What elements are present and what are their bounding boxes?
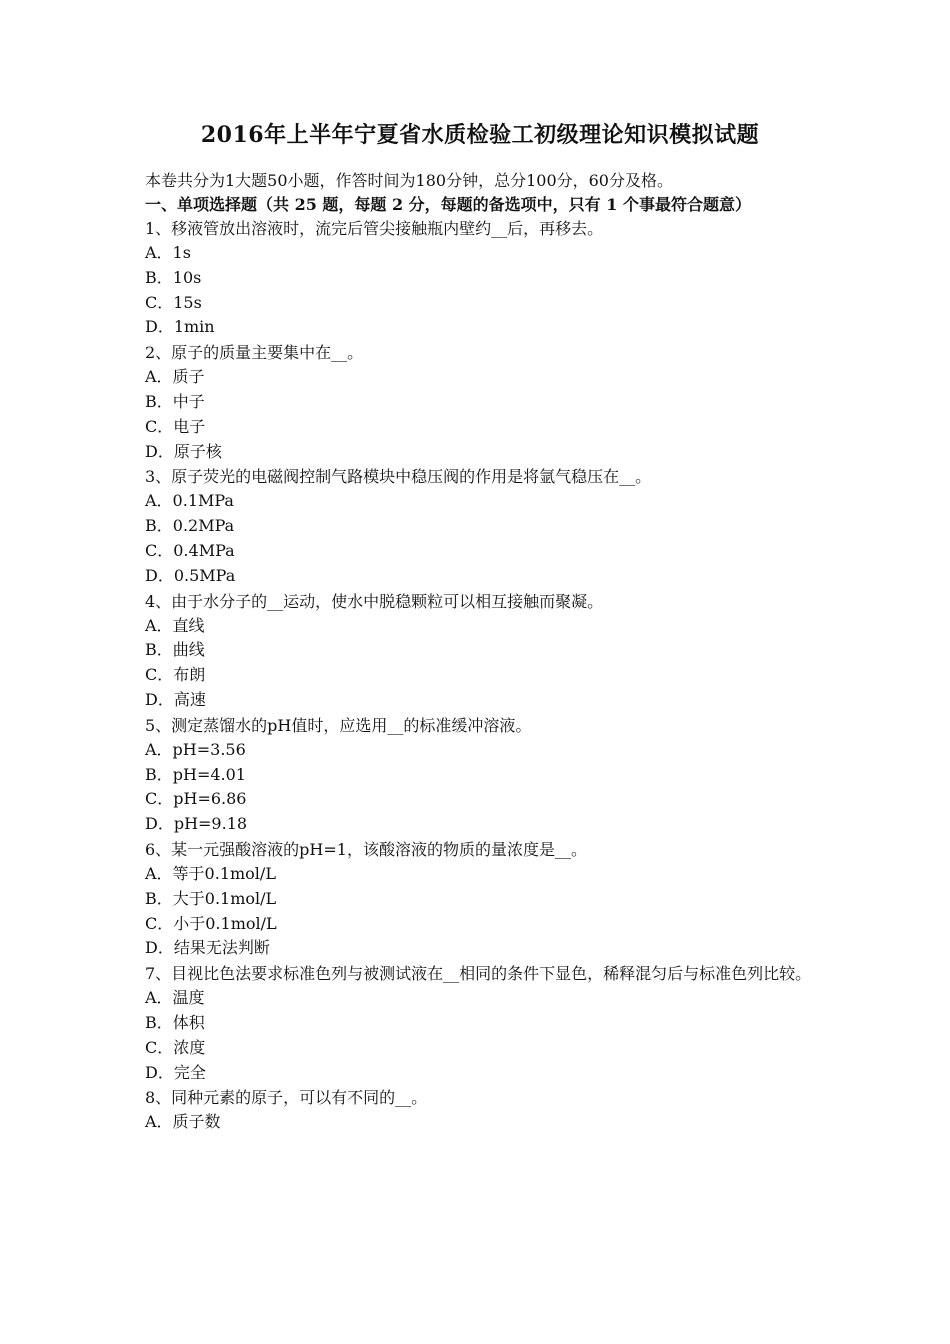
answer-option: C．pH=6.86 — [145, 789, 247, 809]
question-7 — [145, 961, 815, 1085]
answer-option: A．1s — [145, 243, 191, 262]
answer-option: A．等于0.1mol/L — [145, 863, 276, 883]
answer-option: B．体积 — [145, 1012, 205, 1032]
question-stem: 8、同种元素的原子，可以有不同的__。 — [145, 1088, 428, 1108]
answer-option: B．10s — [145, 267, 202, 287]
exam-intro: 本卷共分为1大题50小题，作答时间为180分钟，总分100分，60分及格。 — [145, 171, 673, 190]
answer-option: C．电子 — [145, 416, 206, 436]
question-list — [145, 216, 815, 1135]
answer-option: D．结果无法判断 — [145, 938, 270, 958]
document-title: 2016年上半年宁夏省水质检验工初级理论知识模拟试题 — [200, 122, 760, 148]
question-2 — [145, 340, 815, 464]
question-stem: 3、原子荧光的电磁阀控制气路模块中稳压阀的作用是将氩气稳压在__。 — [145, 467, 652, 487]
question-stem: 7、目视比色法要求标准色列与被测试液在__相同的条件下显色，稀释混匀后与标准色列比较。 — [145, 964, 812, 984]
answer-option: D．高速 — [145, 689, 206, 709]
section-heading: 一、单项选择题（共 25 题，每题 2 分，每题的备选项中，只有 1 个事最符合题意） — [145, 195, 751, 214]
answer-option: B．曲线 — [145, 640, 205, 660]
answer-option: A．pH=3.56 — [145, 739, 246, 759]
answer-option: B．pH=4.01 — [145, 764, 246, 784]
answer-option: C．布朗 — [145, 665, 206, 685]
question-4 — [145, 589, 815, 713]
answer-option: B．大于0.1mol/L — [145, 888, 277, 908]
answer-option: B．0.2MPa — [145, 516, 235, 536]
answer-option: D．1min — [145, 317, 215, 337]
question-stem: 2、原子的质量主要集中在__。 — [145, 343, 364, 363]
answer-option: C．15s — [145, 292, 202, 312]
question-stem: 5、测定蒸馏水的pH值时，应选用__的标准缓冲溶液。 — [145, 715, 532, 735]
question-8 — [145, 1085, 815, 1135]
answer-option: C．0.4MPa — [145, 540, 235, 560]
question-6 — [145, 837, 815, 961]
document-page — [145, 118, 815, 1135]
answer-option: A．温度 — [145, 988, 205, 1008]
answer-option: D．原子核 — [145, 441, 222, 461]
answer-option: D．0.5MPa — [145, 565, 236, 585]
answer-option: B．中子 — [145, 391, 205, 411]
answer-option: C．小于0.1mol/L — [145, 913, 277, 933]
answer-option: C．浓度 — [145, 1037, 206, 1057]
answer-option: A．质子数 — [145, 1112, 221, 1132]
answer-option: A．质子 — [145, 367, 205, 387]
question-stem: 4、由于水分子的__运动，使水中脱稳颗粒可以相互接触而聚凝。 — [145, 591, 604, 611]
question-3 — [145, 464, 815, 588]
question-stem: 1、移液管放出溶液时，流完后管尖接触瓶内壁约__后，再移去。 — [145, 219, 604, 238]
answer-option: D．pH=9.18 — [145, 814, 248, 834]
question-stem: 6、某一元强酸溶液的pH=1，该酸溶液的物质的量浓度是__。 — [145, 839, 587, 859]
answer-option: D．完全 — [145, 1062, 206, 1082]
answer-option: A．0.1MPa — [145, 491, 234, 511]
question-5 — [145, 713, 815, 837]
answer-option: A．直线 — [145, 615, 205, 635]
question-1 — [145, 216, 815, 340]
